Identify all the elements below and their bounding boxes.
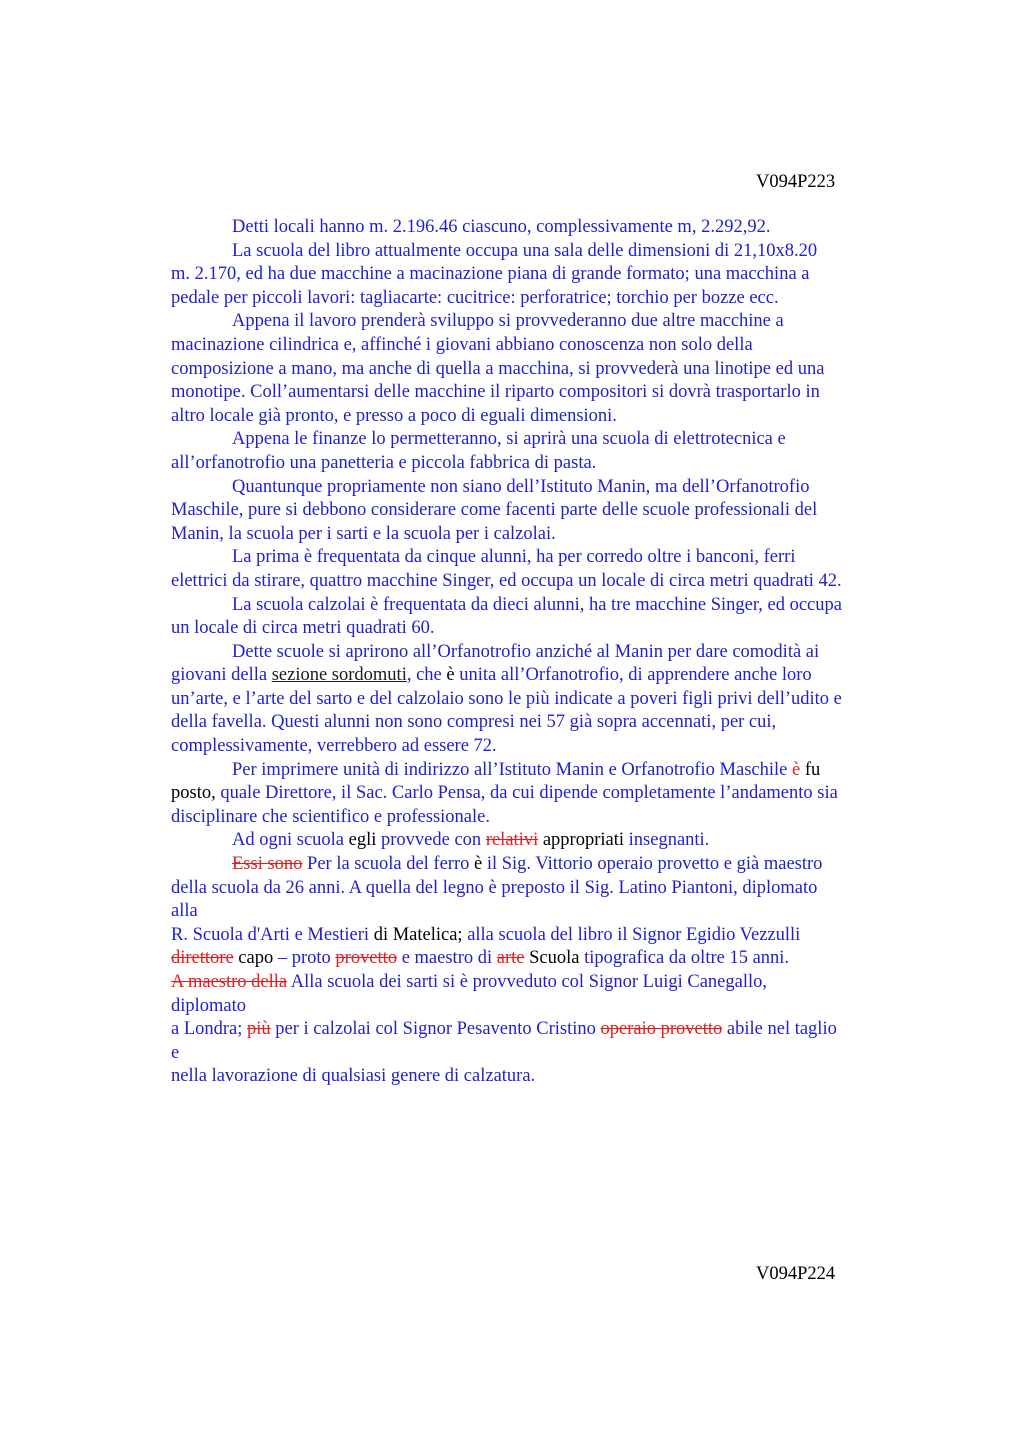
text-line: La scuola del libro attualmente occupa una sala delle dimensioni di 21,10x8.20 [232, 240, 818, 261]
text-line: Maschile, pure si debbono considerare come facenti parte delle scuole professionali del [171, 500, 818, 521]
text-line [171, 782, 931, 806]
text-segment: – proto [273, 948, 336, 969]
text-line: monotipe. Coll’aumentarsi delle macchine il riparto compositori si dovrà trasportarlo in [171, 382, 820, 403]
text-line: Appena le finanze lo permetteranno, si aprirà una scuola di elettrotecnica e [232, 429, 786, 450]
text-line: disciplinare che scientifico e professionale. [171, 806, 490, 827]
text-line [171, 1018, 931, 1042]
deleted-text: A maestro della [171, 972, 288, 992]
deleted-text: operaio provetto [600, 1019, 723, 1040]
text-segment: Ad ogni scuola [232, 830, 349, 851]
text-line [171, 664, 931, 688]
text-line: un’arte, e l’arte del sarto e del calzolaio sono le più indicate a poveri figli privi dell’udito e [171, 688, 842, 709]
text-line: Appena il lavoro prenderà sviluppo si provvederanno due altre macchine a [232, 311, 784, 332]
text-line: pedale per piccoli lavori: tagliacarte: cucitrice: perforatrice; torchio per bozze ecc. [171, 287, 779, 308]
underlined-text: sezione sordomuti [271, 665, 407, 686]
text-segment: giovani della [171, 665, 272, 686]
page-reference-top: V094P223 [756, 172, 836, 192]
text-line: altro locale già pronto, e presso a poco di eguali dimensioni. [171, 405, 617, 426]
text-segment: provvede con [376, 830, 486, 851]
inserted-text: capo [233, 948, 274, 969]
text-line: elettrici da stirare, quattro macchine Singer, ed occupa un locale di circa metri quadrati 42. [171, 570, 842, 591]
text-line: Manin, la scuola per i sarti e la scuola per i calzolai. [171, 523, 556, 544]
text-line [171, 829, 931, 853]
text-line [171, 971, 931, 995]
text-segment: tipografica da oltre 15 anni. [579, 948, 790, 969]
page-reference-bottom: V094P224 [756, 1264, 836, 1284]
text-segment: insegnanti. [624, 830, 710, 851]
text-segment: , che [406, 665, 447, 686]
text-line [171, 853, 931, 877]
inserted-text: è [446, 665, 455, 686]
text-segment: alla scuola del libro il Signor Egidio Vezzulli [462, 924, 801, 945]
text-line: Quantunque propriamente non siano dell’Istituto Manin, ma dell’Orfanotrofio [232, 476, 810, 497]
text-segment: Alla scuola dei sarti si è provveduto col Signor Luigi Canegallo, [287, 972, 767, 992]
text-line: La prima è frequentata da cinque alunni, ha per corredo oltre i banconi, ferri [232, 547, 796, 568]
text-line: e [171, 1042, 180, 1063]
text-segment: Per imprimere unità di indirizzo all’Istituto Manin e Orfanotrofio Maschile [232, 759, 792, 780]
deleted-text: Essi sono [232, 854, 303, 875]
text-line [171, 924, 931, 948]
text-line: alla [171, 901, 198, 922]
text-line: composizione a mano, ma anche di quella a macchina, si provvederà una linotipe ed una [171, 358, 825, 379]
text-line: Dette scuole si aprirono all’Orfanotrofio anziché al Manin per dare comodità ai [232, 641, 820, 662]
revision-mark: è [792, 759, 801, 780]
inserted-text: posto, [171, 783, 216, 804]
text-line [171, 947, 931, 971]
deleted-text: relativi [485, 830, 539, 851]
text-segment: per i calzolai col Signor Pesavento Cristino [270, 1019, 601, 1040]
text-segment: e maestro di [397, 948, 497, 969]
deleted-text: più [247, 1019, 271, 1040]
text-line: Detti locali hanno m. 2.196.46 ciascuno, complessivamente m, 2.292,92. [232, 217, 771, 237]
text-segment: a Londra; [171, 1019, 248, 1040]
text-line: della scuola da 26 anni. A quella del legno è preposto il Sig. Latino Piantoni, diplomato [171, 877, 818, 898]
text-segment: il Sig. Vittorio operaio provetto e già maestro [482, 854, 823, 875]
text-line: un locale di circa metri quadrati 60. [171, 618, 435, 639]
text-line: all’orfanotrofio una panetteria e piccola fabbrica di pasta. [171, 452, 597, 473]
inserted-text: fu [800, 759, 821, 780]
inserted-text: di Matelica; [369, 924, 463, 945]
inserted-text: appropriati [538, 830, 625, 851]
text-line: complessivamente, verrebbero ad essere 72. [171, 736, 497, 757]
text-line: m. 2.170, ed ha due macchine a macinazione piana di grande formato; una macchina a [171, 264, 810, 285]
deleted-text: provetto [335, 948, 398, 969]
deleted-text: arte [496, 948, 525, 969]
text-segment: R. Scuola d'Arti e Mestieri [171, 924, 370, 945]
text-line: diplomato [171, 995, 247, 1016]
text-segment: abile nel taglio [722, 1019, 837, 1040]
text-segment: quale Direttore, il Sac. Carlo Pensa, da cui dipende completamente l’andamento sia [215, 783, 838, 804]
text-line: macinazione cilindrica e, affinché i giovani abbiano conoscenza non solo della [171, 334, 753, 355]
text-line: nella lavorazione di qualsiasi genere di calzatura. [171, 1066, 536, 1087]
text-segment: unita all’Orfanotrofio, di apprendere anche loro [454, 665, 812, 686]
text-segment: Per la scuola del ferro [302, 854, 474, 875]
text-line: della favella. Questi alunni non sono compresi nei 57 già sopra accennati, per cui, [171, 712, 777, 733]
text-line [171, 759, 931, 783]
document-body [171, 216, 931, 1089]
inserted-text: egli [348, 830, 377, 851]
deleted-text: direttore [171, 948, 234, 969]
text-line: La scuola calzolai è frequentata da dieci alunni, ha tre macchine Singer, ed occupa [232, 594, 842, 615]
inserted-text: Scuola [524, 948, 580, 969]
inserted-text: è [474, 854, 483, 875]
